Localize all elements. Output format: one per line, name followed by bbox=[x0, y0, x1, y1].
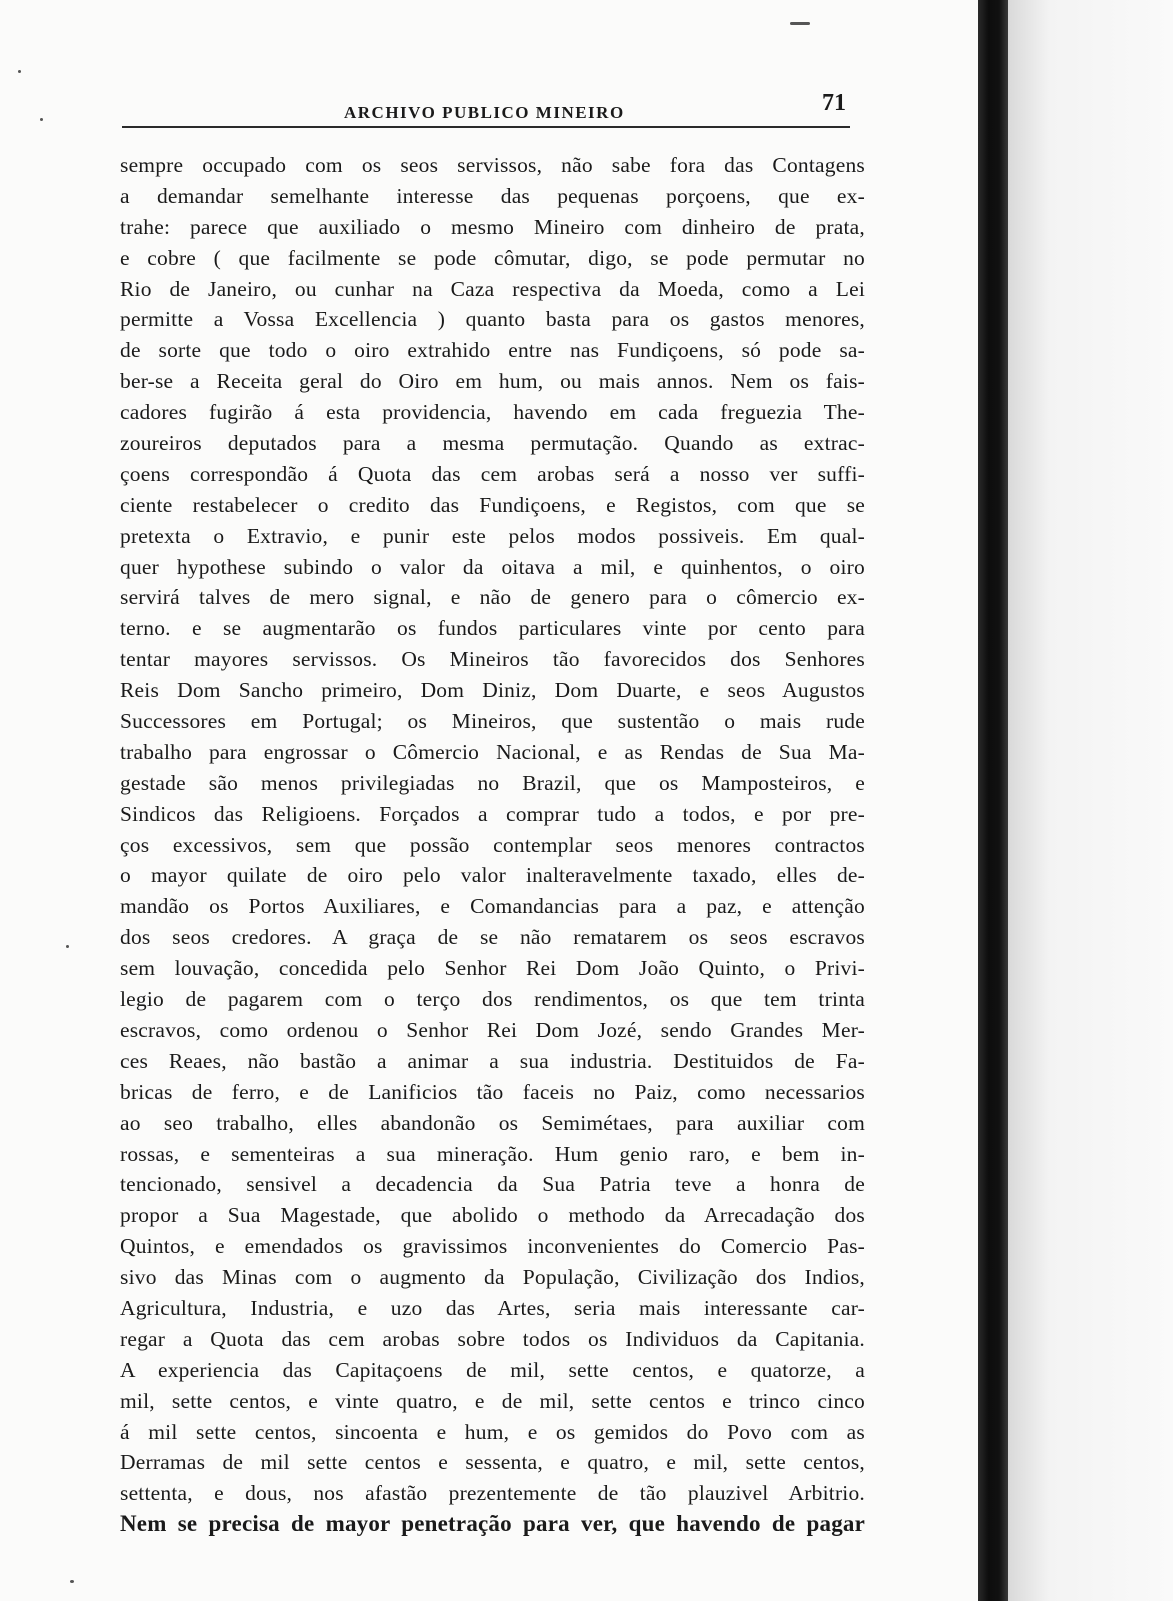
text-line: ces Reaes, não bastão a animar a sua industria. Destituidos de Fa- bbox=[120, 1048, 865, 1073]
text-line: á mil sette centos, sincoenta e hum, e os gemidos do Povo com as bbox=[120, 1419, 865, 1444]
text-line: Reis Dom Sancho primeiro, Dom Diniz, Dom Duarte, e seos Augustos bbox=[120, 678, 865, 703]
text-line: de sorte que todo o oiro extrahido entre nas Fundiçoens, só pode sa- bbox=[120, 338, 865, 363]
scan-speck bbox=[66, 945, 69, 948]
scan-speck bbox=[790, 22, 810, 25]
text-line: mil, sette centos, e vinte quatro, e de mil, sette centos e trinco cinco bbox=[120, 1388, 865, 1413]
text-line: Agricultura, Industria, e uzo das Artes, seria mais interessante car- bbox=[120, 1295, 865, 1320]
text-line: Derramas de mil sette centos e sessenta, e quatro, e mil, sette centos, bbox=[120, 1450, 865, 1475]
text-line: ao seo trabalho, elles abandonão os Semimétaes, para auxiliar com bbox=[120, 1110, 865, 1135]
text-line: Successores em Portugal; os Mineiros, que sustentão o mais rude bbox=[120, 709, 865, 734]
text-line: regar a Quota das cem arobas sobre todos os Individuos da Capitania. bbox=[120, 1326, 865, 1351]
text-line: quer hypothese subindo o valor da oitava a mil, e quinhentos, o oiro bbox=[120, 554, 865, 579]
text-line: Sindicos das Religioens. Forçados a comprar tudo a todos, e por pre- bbox=[120, 801, 865, 826]
text-line: trabalho para engrossar o Cômercio Nacional, e as Rendas de Sua Ma- bbox=[120, 739, 865, 764]
text-line: permitte a Vossa Excellencia ) quanto basta para os gastos menores, bbox=[120, 307, 865, 332]
text-line: zoureiros deputados para a mesma permutação. Quando as extrac- bbox=[120, 431, 865, 456]
text-line: ços excessivos, sem que possão contemplar seos menores contractos bbox=[120, 832, 865, 857]
text-line: a demandar semelhante interesse das pequenas porçoens, que ex- bbox=[120, 183, 865, 208]
text-line: mandão os Portos Auxiliares, e Comandancias para a paz, e attenção bbox=[120, 894, 865, 919]
text-line: settenta, e dous, nos afastão prezentemente de tão plauzivel Arbitrio. bbox=[120, 1481, 865, 1506]
page-edge-shadow bbox=[1008, 0, 1173, 1601]
text-line: A experiencia das Capitaçoens de mil, sette centos, e quatorze, a bbox=[120, 1357, 865, 1382]
text-line: escravos, como ordenou o Senhor Rei Dom Jozé, sendo Grandes Mer- bbox=[120, 1017, 865, 1042]
text-line: sempre occupado com os seos servissos, não sabe fora das Contagens bbox=[120, 153, 865, 177]
text-line: servirá talves de mero signal, e não de genero para o cômercio ex- bbox=[120, 585, 865, 610]
book-binding bbox=[978, 0, 1008, 1601]
body-text bbox=[120, 150, 865, 1540]
text-line: Rio de Janeiro, ou cunhar na Caza respectiva da Moeda, como a Lei bbox=[120, 276, 865, 301]
text-line: rossas, e sementeiras a sua mineração. Hum genio raro, e bem in- bbox=[120, 1141, 865, 1166]
scan-speck bbox=[18, 70, 21, 73]
text-line: cadores fugirão á esta providencia, havendo em cada freguezia The- bbox=[120, 400, 865, 425]
running-head: ARCHIVO PUBLICO MINEIRO bbox=[344, 103, 625, 122]
text-line: gestade são menos privilegiadas no Brazil, que os Mamposteiros, e bbox=[120, 770, 865, 795]
text-line: çoens correspondão á Quota das cem arobas será a nosso ver suffi- bbox=[120, 461, 865, 486]
header-rule bbox=[122, 126, 850, 128]
text-line: sem louvação, concedida pelo Senhor Rei Dom João Quinto, o Privi- bbox=[120, 956, 865, 981]
text-line: e cobre ( que facilmente se pode cômutar, digo, se pode permutar no bbox=[120, 245, 865, 270]
text-line: propor a Sua Magestade, que abolido o methodo da Arrecadação dos bbox=[120, 1203, 865, 1228]
text-line: ciente restabelecer o credito das Fundiçoens, e Registos, com que se bbox=[120, 492, 865, 517]
text-line: o mayor quilate de oiro pelo valor inalteravelmente taxado, elles de- bbox=[120, 863, 865, 888]
text-line: bricas de ferro, e de Lanificios tão faceis no Paiz, como necessarios bbox=[120, 1079, 865, 1104]
page-header bbox=[122, 88, 850, 128]
text-line: tentar mayores servissos. Os Mineiros tão favorecidos dos Senhores bbox=[120, 647, 865, 672]
text-line: legio de pagarem com o terço dos rendimentos, os que tem trinta bbox=[120, 987, 865, 1012]
text-line: trahe: parece que auxiliado o mesmo Mineiro com dinheiro de prata, bbox=[120, 214, 865, 239]
scan-speck bbox=[40, 118, 43, 121]
text-line: sivo das Minas com o augmento da População, Civilização dos Indios, bbox=[120, 1265, 865, 1290]
text-line: tencionado, sensivel a decadencia da Sua Patria teve a honra de bbox=[120, 1172, 865, 1197]
text-line: terno. e se augmentarão os fundos particulares vinte por cento para bbox=[120, 616, 865, 641]
scan-speck bbox=[70, 1580, 74, 1583]
text-line: pretexta o Extravio, e punir este pelos modos possiveis. Em qual- bbox=[120, 523, 865, 548]
page-number: 71 bbox=[822, 90, 846, 116]
text-line: Quintos, e emendados os gravissimos inconvenientes do Comercio Pas- bbox=[120, 1234, 865, 1259]
text-line: dos seos credores. A graça de se não rematarem os seos escravos bbox=[120, 925, 865, 950]
text-line: Nem se precisa de mayor penetração para ver, que havendo de pagar bbox=[120, 1511, 865, 1537]
text-line: ber-se a Receita geral do Oiro em hum, ou mais annos. Nem os fais- bbox=[120, 369, 865, 394]
